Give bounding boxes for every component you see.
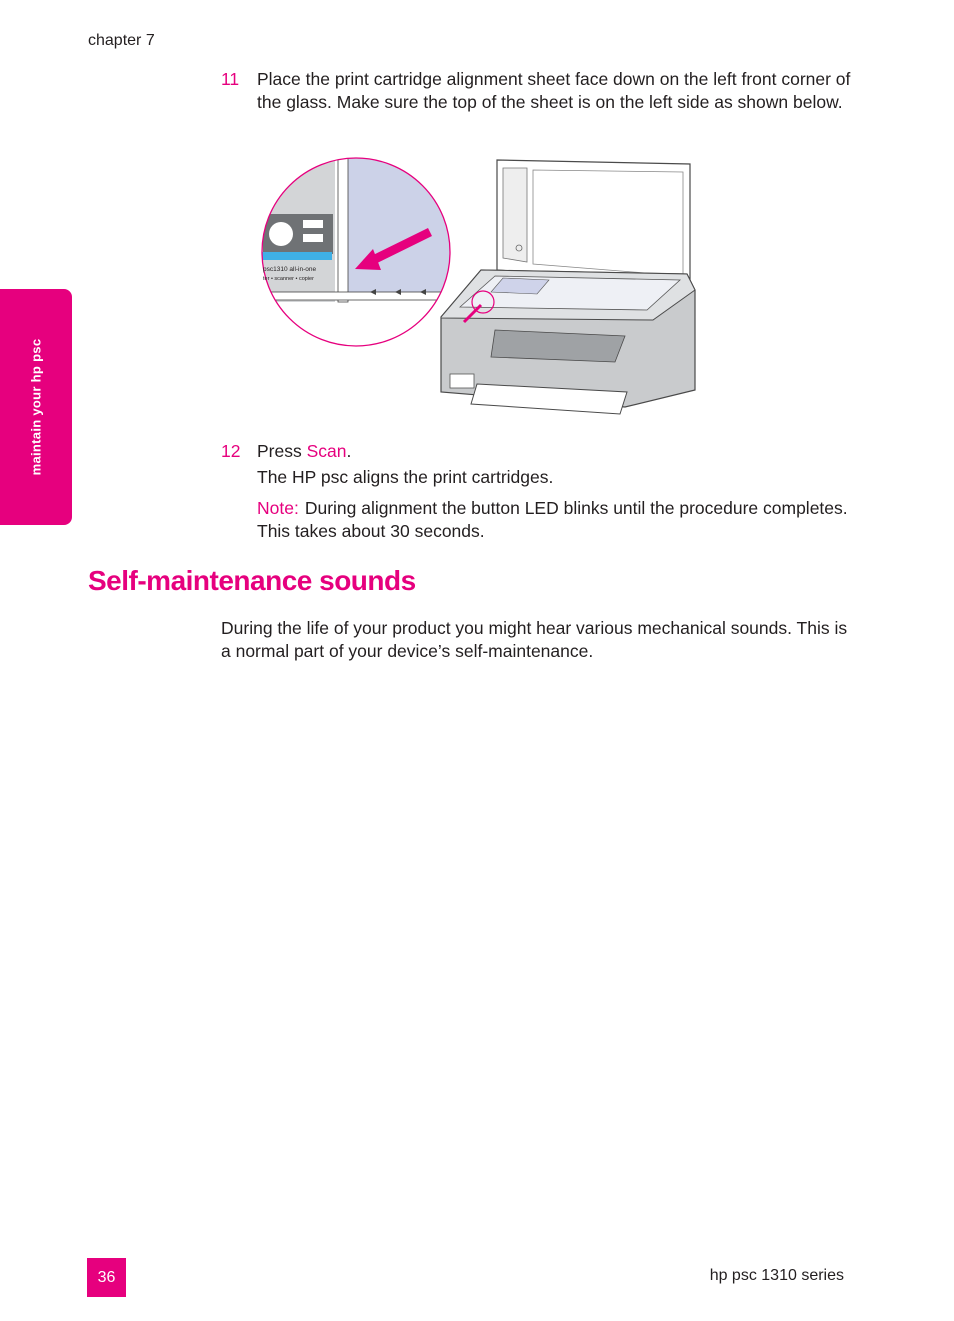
- section-body: During the life of your product you might hear various mechanical sounds. This is a normal part of your device’s self-maintenance.: [221, 618, 848, 661]
- step-number: 12: [221, 441, 241, 461]
- note-text: During alignment the button LED blinks until the procedure completes. This takes about 30 seconds.: [257, 498, 848, 541]
- magnified-detail: [255, 152, 458, 352]
- chapter-label: chapter 7: [88, 32, 155, 49]
- step-result: The HP psc aligns the print cartridges.: [257, 467, 554, 487]
- scanner-lid: [497, 160, 690, 284]
- panel-model-text: psc1310 all-in-one: [263, 266, 317, 273]
- footer-product: hp psc 1310 series: [709, 1267, 844, 1284]
- note: [257, 497, 857, 542]
- note-label: Note:: [257, 498, 299, 518]
- step-text: Place the print cartridge alignment sheet face down on the left front corner of the glass. Make sure the top of the sheet is on the left side as shown below.: [257, 69, 851, 112]
- period: .: [346, 441, 352, 461]
- side-tab-label: maintain your hp psc: [28, 338, 44, 476]
- scan-button-label: Scan: [306, 441, 347, 461]
- step-text: [257, 440, 851, 463]
- section-heading: Self-maintenance sounds: [88, 565, 416, 596]
- step-number: 11: [221, 69, 240, 89]
- alignment-illustration: [255, 152, 700, 417]
- page-number: 36: [87, 1258, 126, 1297]
- press-text: Press: [257, 441, 307, 461]
- step-12: [221, 440, 851, 463]
- step-11: [221, 68, 851, 113]
- panel-sub-text: ter • scanner • copier: [263, 276, 314, 282]
